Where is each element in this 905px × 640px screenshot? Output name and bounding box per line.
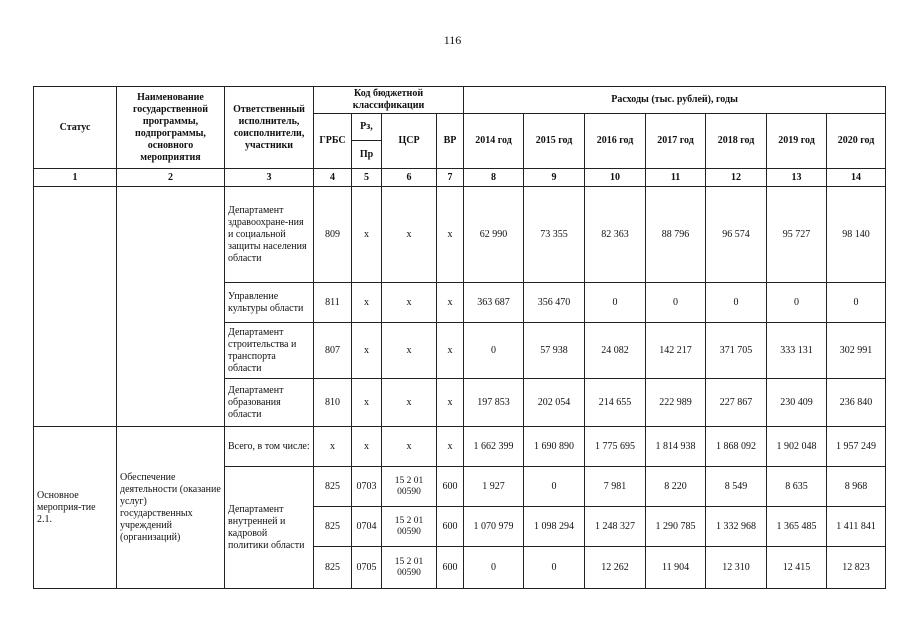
rz-cell: x (352, 379, 382, 427)
csr-cell: x (382, 379, 437, 427)
value-cell: 1 070 979 (464, 507, 524, 547)
value-cell: 8 220 (646, 467, 706, 507)
grbs-cell: 825 (314, 467, 352, 507)
grbs-cell: 809 (314, 187, 352, 283)
grbs-cell: 811 (314, 283, 352, 323)
value-cell: 0 (524, 547, 585, 589)
vr-cell: x (437, 283, 464, 323)
csr-cell: x (382, 323, 437, 379)
header-expenses: Расходы (тыс. рублей), годы (464, 87, 886, 114)
value-cell: 12 415 (767, 547, 827, 589)
rz-cell: x (352, 187, 382, 283)
rz-cell: x (352, 427, 382, 467)
column-number: 11 (646, 169, 706, 187)
value-cell: 62 990 (464, 187, 524, 283)
value-cell: 12 262 (585, 547, 646, 589)
value-cell: 1 868 092 (706, 427, 767, 467)
value-cell: 202 054 (524, 379, 585, 427)
value-cell: 88 796 (646, 187, 706, 283)
vr-cell: 600 (437, 467, 464, 507)
value-cell: 1 365 485 (767, 507, 827, 547)
vr-cell: 600 (437, 547, 464, 589)
value-cell: 1 902 048 (767, 427, 827, 467)
value-cell: 82 363 (585, 187, 646, 283)
table-row (34, 187, 886, 283)
value-cell: 12 310 (706, 547, 767, 589)
status-cell (34, 187, 117, 427)
value-cell: 8 635 (767, 467, 827, 507)
value-cell: 230 409 (767, 379, 827, 427)
value-cell: 1 775 695 (585, 427, 646, 467)
value-cell: 8 549 (706, 467, 767, 507)
vr-cell: x (437, 379, 464, 427)
name-cell: Обеспечение деятельности (оказание услуг) государственных учреждений (организаций) (117, 427, 225, 589)
value-cell: 1 248 327 (585, 507, 646, 547)
vr-cell: x (437, 323, 464, 379)
csr-cell: x (382, 187, 437, 283)
value-cell: 0 (464, 323, 524, 379)
rz-cell: 0703 (352, 467, 382, 507)
value-cell: 0 (524, 467, 585, 507)
value-cell: 1 332 968 (706, 507, 767, 547)
value-cell: 1 927 (464, 467, 524, 507)
header-status: Статус (34, 87, 117, 169)
value-cell: 197 853 (464, 379, 524, 427)
column-number: 6 (382, 169, 437, 187)
rz-cell: x (352, 323, 382, 379)
column-number: 7 (437, 169, 464, 187)
column-number: 5 (352, 169, 382, 187)
column-number: 13 (767, 169, 827, 187)
rz-cell: x (352, 283, 382, 323)
value-cell: 236 840 (827, 379, 886, 427)
name-cell (117, 187, 225, 427)
csr-cell: x (382, 283, 437, 323)
column-number: 9 (524, 169, 585, 187)
column-number: 3 (225, 169, 314, 187)
value-cell: 11 904 (646, 547, 706, 589)
header-pr: Пр (352, 141, 382, 169)
csr-cell: 15 2 01 00590 (382, 547, 437, 589)
value-cell: 73 355 (524, 187, 585, 283)
header-budget-code: Код бюджетной классификации (314, 87, 464, 114)
value-cell: 98 140 (827, 187, 886, 283)
value-cell: 302 991 (827, 323, 886, 379)
budget-expenses-table (33, 86, 886, 589)
value-cell: 57 938 (524, 323, 585, 379)
header-vr: ВР (437, 114, 464, 169)
value-cell: 8 968 (827, 467, 886, 507)
page-number: 116 (443, 33, 462, 47)
value-cell: 0 (706, 283, 767, 323)
header-year: 2018 год (706, 114, 767, 169)
value-cell: 1 662 399 (464, 427, 524, 467)
value-cell: 0 (464, 547, 524, 589)
column-number: 1 (34, 169, 117, 187)
column-number: 8 (464, 169, 524, 187)
header-year: 2017 год (646, 114, 706, 169)
table-row (34, 427, 886, 467)
value-cell: 0 (585, 283, 646, 323)
grbs-cell: x (314, 427, 352, 467)
value-cell: 1 814 938 (646, 427, 706, 467)
header-name: Наименование государственной программы, подпрограммы, основного мероприятия (117, 87, 225, 169)
vr-cell: x (437, 187, 464, 283)
value-cell: 0 (827, 283, 886, 323)
value-cell: 24 082 (585, 323, 646, 379)
header-year: 2016 год (585, 114, 646, 169)
responsible-cell: Департамент здравоохране-ния и социальной защиты населения области (225, 187, 314, 283)
responsible-cell: Всего, в том числе: (225, 427, 314, 467)
header-year: 2019 год (767, 114, 827, 169)
grbs-cell: 825 (314, 547, 352, 589)
rz-cell: 0704 (352, 507, 382, 547)
responsible-cell: Департамент строительства и транспорта области (225, 323, 314, 379)
header-responsible: Ответственный исполнитель, соисполнители, участники (225, 87, 314, 169)
header-rz: Рз, (352, 114, 382, 141)
csr-cell: 15 2 01 00590 (382, 467, 437, 507)
value-cell: 0 (646, 283, 706, 323)
value-cell: 1 690 890 (524, 427, 585, 467)
responsible-cell: Департамент образования области (225, 379, 314, 427)
value-cell: 95 727 (767, 187, 827, 283)
column-number: 4 (314, 169, 352, 187)
grbs-cell: 825 (314, 507, 352, 547)
value-cell: 0 (767, 283, 827, 323)
header-csr: ЦСР (382, 114, 437, 169)
responsible-cell: Управление культуры области (225, 283, 314, 323)
value-cell: 1 098 294 (524, 507, 585, 547)
column-number: 14 (827, 169, 886, 187)
value-cell: 12 823 (827, 547, 886, 589)
responsible-cell: Департамент внутренней и кадровой политики области (225, 467, 314, 589)
value-cell: 1 290 785 (646, 507, 706, 547)
grbs-cell: 810 (314, 379, 352, 427)
column-number: 2 (117, 169, 225, 187)
value-cell: 142 217 (646, 323, 706, 379)
header-year: 2014 год (464, 114, 524, 169)
value-cell: 7 981 (585, 467, 646, 507)
grbs-cell: 807 (314, 323, 352, 379)
rz-cell: 0705 (352, 547, 382, 589)
csr-cell: 15 2 01 00590 (382, 507, 437, 547)
header-year: 2015 год (524, 114, 585, 169)
vr-cell: x (437, 427, 464, 467)
header-year: 2020 год (827, 114, 886, 169)
column-numbers-row (34, 169, 886, 187)
column-number: 12 (706, 169, 767, 187)
status-cell: Основное мероприя-тие 2.1. (34, 427, 117, 589)
value-cell: 356 470 (524, 283, 585, 323)
value-cell: 222 989 (646, 379, 706, 427)
header-grbs: ГРБС (314, 114, 352, 169)
value-cell: 227 867 (706, 379, 767, 427)
vr-cell: 600 (437, 507, 464, 547)
value-cell: 333 131 (767, 323, 827, 379)
value-cell: 1 957 249 (827, 427, 886, 467)
value-cell: 96 574 (706, 187, 767, 283)
value-cell: 214 655 (585, 379, 646, 427)
column-number: 10 (585, 169, 646, 187)
value-cell: 363 687 (464, 283, 524, 323)
value-cell: 1 411 841 (827, 507, 886, 547)
csr-cell: x (382, 427, 437, 467)
value-cell: 371 705 (706, 323, 767, 379)
